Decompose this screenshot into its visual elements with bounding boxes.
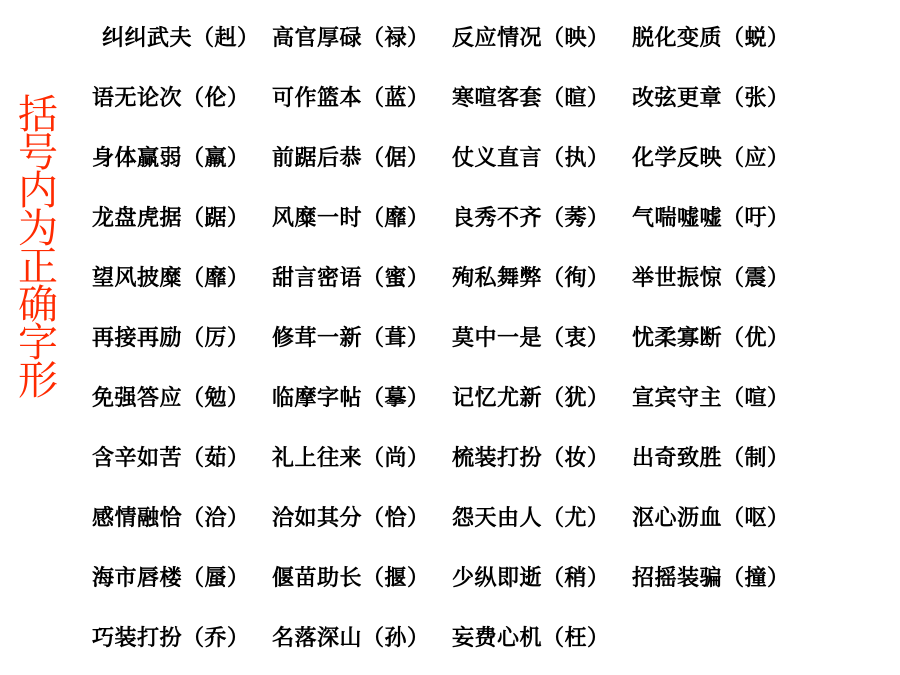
idiom-item: 海市唇楼（蜃）	[92, 566, 250, 591]
idiom-item: 临摩字帖（摹）	[272, 386, 430, 411]
idiom-item: 望风披糜（靡）	[92, 266, 250, 291]
idiom-item: 出奇致胜（制）	[632, 446, 790, 471]
idiom-row	[0, 379, 900, 419]
idiom-item: 化学反映（应）	[632, 146, 790, 171]
idiom-item: 改弦更章（张）	[632, 86, 790, 111]
idiom-row	[0, 19, 900, 59]
idiom-item: 良秀不齐（莠）	[452, 206, 610, 231]
idiom-item: 名落深山（孙）	[272, 626, 430, 651]
idiom-item: 礼上往来（尚）	[272, 446, 430, 471]
idiom-item: 宣宾守主（喧）	[632, 386, 790, 411]
idiom-row	[0, 199, 900, 239]
idiom-item: 莫中一是（衷）	[452, 326, 610, 351]
idiom-item: 偃苗助长（揠）	[272, 566, 430, 591]
idiom-item: 纠纠武夫（赳）	[102, 26, 260, 51]
idiom-item: 忧柔寡断（优）	[632, 326, 790, 351]
idiom-item: 招摇装骗（撞）	[632, 566, 790, 591]
idiom-item: 寒喧客套（暄）	[452, 86, 610, 111]
idiom-item: 风糜一时（靡）	[272, 206, 430, 231]
idiom-item: 甜言密语（蜜）	[272, 266, 430, 291]
idiom-row	[0, 319, 900, 359]
idiom-item: 少纵即逝（稍）	[452, 566, 610, 591]
idiom-item: 举世振惊（震）	[632, 266, 790, 291]
idiom-item: 殉私舞弊（徇）	[452, 266, 610, 291]
idiom-item: 气喘嘘嘘（吁）	[632, 206, 790, 231]
idiom-item: 妄费心机（枉）	[452, 626, 610, 651]
idiom-item: 含辛如苦（茹）	[92, 446, 250, 471]
idiom-item: 免强答应（勉）	[92, 386, 250, 411]
idiom-item: 梳装打扮（妆）	[452, 446, 610, 471]
idiom-row	[0, 139, 900, 179]
idiom-item: 怨天由人（尤）	[452, 506, 610, 531]
idiom-item: 再接再励（厉）	[92, 326, 250, 351]
idiom-item: 感情融恰（洽）	[92, 506, 250, 531]
idiom-item: 仗义直言（执）	[452, 146, 610, 171]
idiom-item: 洽如其分（恰）	[272, 506, 430, 531]
idiom-item: 可作篮本（蓝）	[272, 86, 430, 111]
idiom-item: 前踞后恭（倨）	[272, 146, 430, 171]
side-note-title: 括号内为正确字形	[18, 92, 58, 404]
idiom-row	[0, 439, 900, 479]
idiom-item: 身体赢弱（羸）	[92, 146, 250, 171]
idiom-item: 修茸一新（葺）	[272, 326, 430, 351]
idiom-row	[0, 499, 900, 539]
idiom-row	[0, 79, 900, 119]
idiom-row	[0, 619, 900, 659]
idiom-item: 沤心沥血（呕）	[632, 506, 790, 531]
idiom-item: 高官厚碌（禄）	[272, 26, 430, 51]
idiom-item: 语无论次（伦）	[92, 86, 250, 111]
idiom-item: 反应情况（映）	[452, 26, 610, 51]
idiom-item: 龙盘虎据（踞）	[92, 206, 250, 231]
idiom-row	[0, 559, 900, 599]
idiom-item: 记忆尤新（犹）	[452, 386, 610, 411]
idiom-item: 脱化变质（蜕）	[632, 26, 790, 51]
idiom-row	[0, 259, 900, 299]
idiom-item: 巧装打扮（乔）	[92, 626, 250, 651]
